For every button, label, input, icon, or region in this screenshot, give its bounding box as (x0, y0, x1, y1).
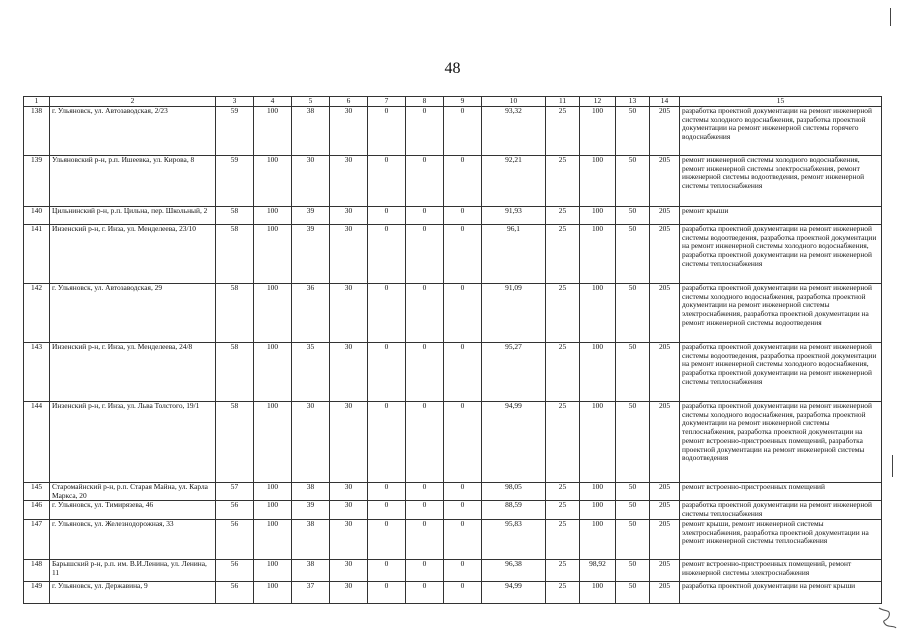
header-cell: 11 (546, 97, 580, 107)
col-8-cell: 0 (406, 284, 444, 343)
table-row (24, 581, 882, 603)
col-14-cell: 205 (650, 107, 680, 156)
address-cell: Цильнинский р-н, р.п. Цильна, пер. Школьный, 2 (50, 207, 216, 225)
table-row (24, 343, 882, 402)
col-12-cell: 100 (580, 284, 616, 343)
col-5-cell: 38 (292, 483, 330, 501)
col-11-cell: 25 (546, 581, 580, 603)
col-7-cell: 0 (368, 483, 406, 501)
col-4-cell: 100 (254, 501, 292, 519)
header-cell: 9 (444, 97, 482, 107)
col-4-cell: 100 (254, 559, 292, 581)
col-6-cell: 30 (330, 559, 368, 581)
col-10-cell: 88,59 (482, 501, 546, 519)
col-8-cell: 0 (406, 483, 444, 501)
col-10-cell: 92,21 (482, 156, 546, 207)
col-6-cell: 30 (330, 343, 368, 402)
address-cell: Старомайнский р-н, р.п. Старая Майна, ул. Карла Маркса, 20 (50, 483, 216, 501)
col-5-cell: 36 (292, 284, 330, 343)
header-cell: 2 (50, 97, 216, 107)
col-7-cell: 0 (368, 225, 406, 284)
works-description-cell: разработка проектной документации на ремонт крыши (680, 581, 882, 603)
col-8-cell: 0 (406, 559, 444, 581)
row-number-cell: 142 (24, 284, 50, 343)
col-10-cell: 95,83 (482, 519, 546, 559)
col-4-cell: 100 (254, 343, 292, 402)
header-cell: 12 (580, 97, 616, 107)
col-8-cell: 0 (406, 519, 444, 559)
col-3-cell: 57 (216, 483, 254, 501)
col-12-cell: 100 (580, 581, 616, 603)
table-row (24, 225, 882, 284)
col-12-cell: 100 (580, 519, 616, 559)
col-13-cell: 50 (616, 207, 650, 225)
works-description-cell: разработка проектной документации на ремонт инженерной системы холодного водоснабжения, разработка проектной документации на ремонт инженерной системы горячего водоснабжения (680, 107, 882, 156)
col-3-cell: 58 (216, 343, 254, 402)
col-9-cell: 0 (444, 284, 482, 343)
col-6-cell: 30 (330, 207, 368, 225)
works-description-cell: разработка проектной документации на ремонт инженерной системы водоотведения, разработка проектной документации на ремонт инженерной системы холодного водоснабжения, разработка проектной документации на ремонт инженерной системы теплоснабжения (680, 225, 882, 284)
col-9-cell: 0 (444, 343, 482, 402)
col-13-cell: 50 (616, 519, 650, 559)
col-8-cell: 0 (406, 402, 444, 483)
col-10-cell: 91,93 (482, 207, 546, 225)
signature-mark (876, 604, 898, 630)
works-description-cell: разработка проектной документации на ремонт инженерной системы холодного водоснабжения, разработка проектной документации на ремонт инженерной системы теплоснабжения, разработка проектной документации на ремонт встроенно-пристроенных помещений, разработка проектной документации на ремонт инженерной системы водоотведения (680, 402, 882, 483)
col-12-cell: 98,92 (580, 559, 616, 581)
works-description-cell: разработка проектной документации на ремонт инженерной системы теплоснабжения (680, 501, 882, 519)
table-row (24, 284, 882, 343)
col-9-cell: 0 (444, 107, 482, 156)
header-cell: 15 (680, 97, 882, 107)
col-12-cell: 100 (580, 343, 616, 402)
col-13-cell: 50 (616, 156, 650, 207)
col-6-cell: 30 (330, 519, 368, 559)
col-7-cell: 0 (368, 581, 406, 603)
col-14-cell: 205 (650, 581, 680, 603)
row-number-cell: 143 (24, 343, 50, 402)
works-description-cell: ремонт встроенно-пристроенных помещений (680, 483, 882, 501)
address-cell: г. Ульяновск, ул. Тимирязева, 46 (50, 501, 216, 519)
col-8-cell: 0 (406, 107, 444, 156)
col-14-cell: 205 (650, 225, 680, 284)
address-cell: Ульяновский р-н, р.п. Ишеевка, ул. Кирова, 8 (50, 156, 216, 207)
col-11-cell: 25 (546, 225, 580, 284)
col-3-cell: 58 (216, 284, 254, 343)
col-5-cell: 38 (292, 107, 330, 156)
address-cell: г. Ульяновск, ул. Державина, 9 (50, 581, 216, 603)
address-cell: Инзенский р-н, г. Инза, ул. Менделеева, 23/10 (50, 225, 216, 284)
col-11-cell: 25 (546, 207, 580, 225)
col-12-cell: 100 (580, 483, 616, 501)
header-cell: 7 (368, 97, 406, 107)
col-3-cell: 56 (216, 559, 254, 581)
col-4-cell: 100 (254, 207, 292, 225)
col-13-cell: 50 (616, 559, 650, 581)
col-10-cell: 93,32 (482, 107, 546, 156)
row-number-cell: 146 (24, 501, 50, 519)
col-11-cell: 25 (546, 483, 580, 501)
col-14-cell: 205 (650, 483, 680, 501)
works-description-cell: ремонт крыши, ремонт инженерной системы электроснабжения, разработка проектной документации на ремонт инженерной системы теплоснабжения (680, 519, 882, 559)
col-3-cell: 59 (216, 107, 254, 156)
col-7-cell: 0 (368, 559, 406, 581)
col-12-cell: 100 (580, 207, 616, 225)
row-number-cell: 141 (24, 225, 50, 284)
header-cell: 8 (406, 97, 444, 107)
col-12-cell: 100 (580, 107, 616, 156)
col-4-cell: 100 (254, 156, 292, 207)
col-5-cell: 30 (292, 402, 330, 483)
col-3-cell: 56 (216, 519, 254, 559)
header-cell: 5 (292, 97, 330, 107)
row-number-cell: 138 (24, 107, 50, 156)
col-7-cell: 0 (368, 107, 406, 156)
col-11-cell: 25 (546, 501, 580, 519)
col-14-cell: 205 (650, 559, 680, 581)
col-8-cell: 0 (406, 343, 444, 402)
table-row (24, 559, 882, 581)
col-11-cell: 25 (546, 402, 580, 483)
header-cell: 6 (330, 97, 368, 107)
header-cell: 13 (616, 97, 650, 107)
col-4-cell: 100 (254, 225, 292, 284)
row-number-cell: 140 (24, 207, 50, 225)
col-10-cell: 94,99 (482, 581, 546, 603)
col-10-cell: 98,05 (482, 483, 546, 501)
col-7-cell: 0 (368, 402, 406, 483)
col-3-cell: 58 (216, 402, 254, 483)
works-description-cell: ремонт крыши (680, 207, 882, 225)
header-cell: 3 (216, 97, 254, 107)
col-13-cell: 50 (616, 107, 650, 156)
header-cell: 1 (24, 97, 50, 107)
address-cell: г. Ульяновск, ул. Автозаводская, 2/23 (50, 107, 216, 156)
register-table (23, 96, 882, 604)
row-number-cell: 148 (24, 559, 50, 581)
address-cell: Инзенский р-н, г. Инза, ул. Менделеева, 24/8 (50, 343, 216, 402)
row-number-cell: 145 (24, 483, 50, 501)
col-13-cell: 50 (616, 225, 650, 284)
col-11-cell: 25 (546, 519, 580, 559)
col-9-cell: 0 (444, 559, 482, 581)
col-5-cell: 39 (292, 225, 330, 284)
col-11-cell: 25 (546, 343, 580, 402)
col-5-cell: 38 (292, 559, 330, 581)
page-number: 48 (444, 60, 461, 77)
col-13-cell: 50 (616, 581, 650, 603)
row-number-cell: 144 (24, 402, 50, 483)
col-11-cell: 25 (546, 559, 580, 581)
table-row (24, 483, 882, 501)
col-4-cell: 100 (254, 402, 292, 483)
col-14-cell: 205 (650, 402, 680, 483)
col-5-cell: 30 (292, 156, 330, 207)
col-9-cell: 0 (444, 483, 482, 501)
col-10-cell: 95,27 (482, 343, 546, 402)
col-14-cell: 205 (650, 343, 680, 402)
margin-mark (892, 455, 896, 477)
col-9-cell: 0 (444, 519, 482, 559)
col-3-cell: 59 (216, 156, 254, 207)
table-row (24, 519, 882, 559)
col-14-cell: 205 (650, 284, 680, 343)
col-4-cell: 100 (254, 483, 292, 501)
col-11-cell: 25 (546, 284, 580, 343)
col-9-cell: 0 (444, 207, 482, 225)
col-5-cell: 38 (292, 519, 330, 559)
col-6-cell: 30 (330, 501, 368, 519)
col-14-cell: 205 (650, 207, 680, 225)
header-cell: 14 (650, 97, 680, 107)
col-12-cell: 100 (580, 501, 616, 519)
col-4-cell: 100 (254, 519, 292, 559)
col-13-cell: 50 (616, 483, 650, 501)
header-cell: 4 (254, 97, 292, 107)
col-11-cell: 25 (546, 156, 580, 207)
row-number-cell: 139 (24, 156, 50, 207)
col-8-cell: 0 (406, 156, 444, 207)
col-4-cell: 100 (254, 581, 292, 603)
col-14-cell: 205 (650, 501, 680, 519)
table-row (24, 501, 882, 519)
works-description-cell: ремонт инженерной системы холодного водоснабжения, ремонт инженерной системы электроснабжения, ремонт инженерной системы водоотведения, ремонт инженерной системы теплоснабжения (680, 156, 882, 207)
row-number-cell: 149 (24, 581, 50, 603)
col-8-cell: 0 (406, 581, 444, 603)
col-8-cell: 0 (406, 225, 444, 284)
col-10-cell: 96,38 (482, 559, 546, 581)
col-9-cell: 0 (444, 501, 482, 519)
col-12-cell: 100 (580, 402, 616, 483)
row-number-cell: 147 (24, 519, 50, 559)
col-4-cell: 100 (254, 107, 292, 156)
col-13-cell: 50 (616, 501, 650, 519)
col-6-cell: 30 (330, 156, 368, 207)
address-cell: г. Ульяновск, ул. Автозаводская, 29 (50, 284, 216, 343)
table-row (24, 402, 882, 483)
col-9-cell: 0 (444, 402, 482, 483)
col-5-cell: 37 (292, 581, 330, 603)
col-9-cell: 0 (444, 581, 482, 603)
col-5-cell: 39 (292, 207, 330, 225)
col-7-cell: 0 (368, 156, 406, 207)
col-3-cell: 58 (216, 225, 254, 284)
col-3-cell: 58 (216, 207, 254, 225)
col-4-cell: 100 (254, 284, 292, 343)
col-13-cell: 50 (616, 402, 650, 483)
address-cell: Инзенский р-н, г. Инза, ул. Льва Толстого, 19/1 (50, 402, 216, 483)
col-13-cell: 50 (616, 343, 650, 402)
address-cell: г. Ульяновск, ул. Железнодорожная, 33 (50, 519, 216, 559)
col-14-cell: 205 (650, 519, 680, 559)
col-14-cell: 205 (650, 156, 680, 207)
col-9-cell: 0 (444, 225, 482, 284)
col-7-cell: 0 (368, 501, 406, 519)
col-10-cell: 96,1 (482, 225, 546, 284)
works-description-cell: разработка проектной документации на ремонт инженерной системы холодного водоснабжения, разработка проектной документации на ремонт инженерной системы электроснабжения, разработка проектной документации на ремонт инженерной системы водоотведения (680, 284, 882, 343)
col-3-cell: 56 (216, 501, 254, 519)
col-5-cell: 35 (292, 343, 330, 402)
table-row (24, 107, 882, 156)
binding-mark (890, 8, 897, 26)
col-8-cell: 0 (406, 207, 444, 225)
col-6-cell: 30 (330, 284, 368, 343)
col-7-cell: 0 (368, 519, 406, 559)
header-row (24, 97, 882, 107)
header-cell: 10 (482, 97, 546, 107)
col-8-cell: 0 (406, 501, 444, 519)
table-row (24, 207, 882, 225)
col-10-cell: 91,09 (482, 284, 546, 343)
col-7-cell: 0 (368, 207, 406, 225)
col-11-cell: 25 (546, 107, 580, 156)
col-9-cell: 0 (444, 156, 482, 207)
col-10-cell: 94,99 (482, 402, 546, 483)
col-6-cell: 30 (330, 107, 368, 156)
col-7-cell: 0 (368, 343, 406, 402)
col-6-cell: 30 (330, 581, 368, 603)
col-7-cell: 0 (368, 284, 406, 343)
col-13-cell: 50 (616, 284, 650, 343)
col-12-cell: 100 (580, 156, 616, 207)
table-row (24, 156, 882, 207)
col-6-cell: 30 (330, 225, 368, 284)
col-6-cell: 30 (330, 483, 368, 501)
col-6-cell: 30 (330, 402, 368, 483)
works-description-cell: разработка проектной документации на ремонт инженерной системы водоотведения, разработка проектной документации на ремонт инженерной системы холодного водоснабжения, разработка проектной документации на ремонт инженерной системы теплоснабжения (680, 343, 882, 402)
works-description-cell: ремонт встроенно-пристроенных помещений, ремонт инженерной системы электроснабжения (680, 559, 882, 581)
col-12-cell: 100 (580, 225, 616, 284)
col-5-cell: 39 (292, 501, 330, 519)
col-3-cell: 56 (216, 581, 254, 603)
address-cell: Барышский р-н, р.п. им. В.И.Ленина, ул. Ленина, 11 (50, 559, 216, 581)
